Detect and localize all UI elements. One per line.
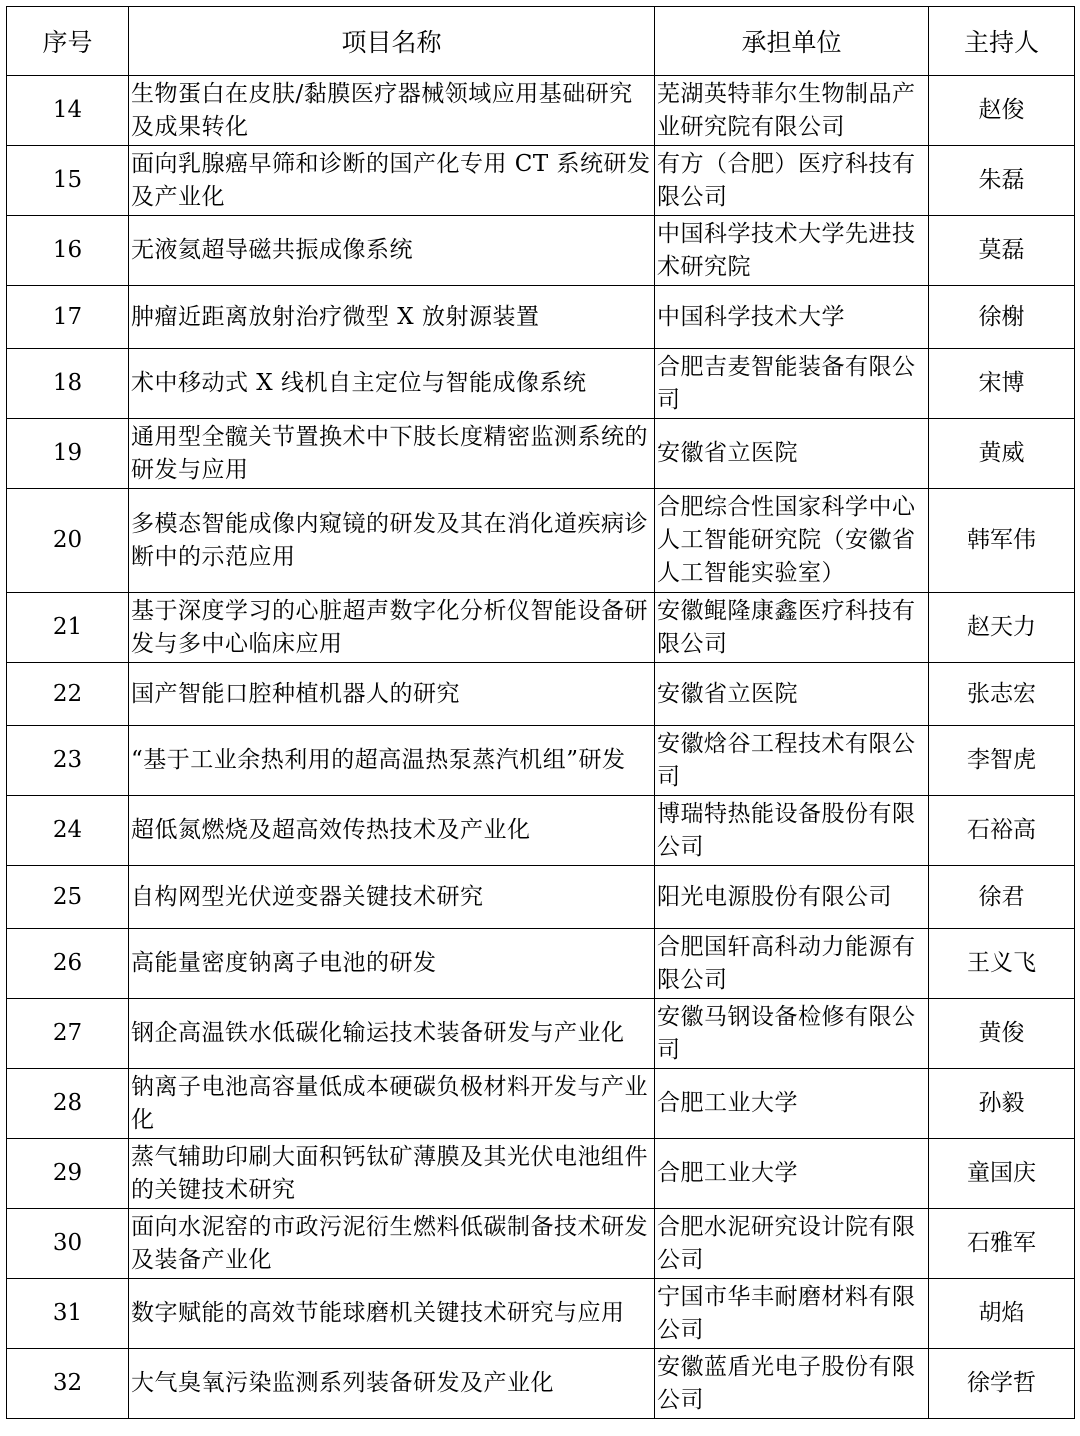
row-serial-number: 32 bbox=[7, 1349, 129, 1419]
row-undertaking-unit: 安徽省立医院 bbox=[655, 663, 929, 726]
table-row bbox=[7, 349, 1075, 419]
row-serial-number: 22 bbox=[7, 663, 129, 726]
row-serial-number: 26 bbox=[7, 929, 129, 999]
row-leader: 宋博 bbox=[929, 349, 1075, 419]
row-project-name: 自构网型光伏逆变器关键技术研究 bbox=[129, 866, 655, 929]
row-undertaking-unit: 安徽马钢设备检修有限公司 bbox=[655, 999, 929, 1069]
row-undertaking-unit: 中国科学技术大学先进技术研究院 bbox=[655, 216, 929, 286]
row-project-name: 数字赋能的高效节能球磨机关键技术研究与应用 bbox=[129, 1279, 655, 1349]
row-leader: 黄俊 bbox=[929, 999, 1075, 1069]
table-row bbox=[7, 1279, 1075, 1349]
row-serial-number: 27 bbox=[7, 999, 129, 1069]
row-undertaking-unit: 中国科学技术大学 bbox=[655, 286, 929, 349]
row-project-name: 基于深度学习的心脏超声数字化分析仪智能设备研发与多中心临床应用 bbox=[129, 593, 655, 663]
row-project-name: 超低氮燃烧及超高效传热技术及产业化 bbox=[129, 796, 655, 866]
row-leader: 孙毅 bbox=[929, 1069, 1075, 1139]
header-undertaking-unit: 承担单位 bbox=[655, 7, 929, 76]
row-project-name: 钠离子电池高容量低成本硬碳负极材料开发与产业化 bbox=[129, 1069, 655, 1139]
row-serial-number: 20 bbox=[7, 489, 129, 593]
row-serial-number: 14 bbox=[7, 76, 129, 146]
row-project-name: 生物蛋白在皮肤/黏膜医疗器械领域应用基础研究及成果转化 bbox=[129, 76, 655, 146]
row-serial-number: 25 bbox=[7, 866, 129, 929]
header-leader: 主持人 bbox=[929, 7, 1075, 76]
table-row bbox=[7, 796, 1075, 866]
row-project-name: 面向乳腺癌早筛和诊断的国产化专用 CT 系统研发及产业化 bbox=[129, 146, 655, 216]
row-project-name: 大气臭氧污染监测系列装备研发及产业化 bbox=[129, 1349, 655, 1419]
row-undertaking-unit: 安徽鲲隆康鑫医疗科技有限公司 bbox=[655, 593, 929, 663]
row-leader: 李智虎 bbox=[929, 726, 1075, 796]
row-serial-number: 24 bbox=[7, 796, 129, 866]
row-undertaking-unit: 博瑞特热能设备股份有限公司 bbox=[655, 796, 929, 866]
row-project-name: 多模态智能成像内窥镜的研发及其在消化道疾病诊断中的示范应用 bbox=[129, 489, 655, 593]
table-row bbox=[7, 76, 1075, 146]
table-row bbox=[7, 419, 1075, 489]
table-row bbox=[7, 929, 1075, 999]
row-undertaking-unit: 合肥国轩高科动力能源有限公司 bbox=[655, 929, 929, 999]
row-leader: 赵俊 bbox=[929, 76, 1075, 146]
table-row bbox=[7, 216, 1075, 286]
table-row bbox=[7, 1069, 1075, 1139]
row-serial-number: 18 bbox=[7, 349, 129, 419]
row-leader: 朱磊 bbox=[929, 146, 1075, 216]
header-serial-number: 序号 bbox=[7, 7, 129, 76]
row-undertaking-unit: 合肥工业大学 bbox=[655, 1069, 929, 1139]
row-serial-number: 29 bbox=[7, 1139, 129, 1209]
row-undertaking-unit: 有方（合肥）医疗科技有限公司 bbox=[655, 146, 929, 216]
row-leader: 胡焰 bbox=[929, 1279, 1075, 1349]
table-row bbox=[7, 726, 1075, 796]
projects-table bbox=[6, 6, 1075, 1419]
row-leader: 黄威 bbox=[929, 419, 1075, 489]
table-row bbox=[7, 286, 1075, 349]
row-undertaking-unit: 阳光电源股份有限公司 bbox=[655, 866, 929, 929]
table-row bbox=[7, 489, 1075, 593]
row-serial-number: 30 bbox=[7, 1209, 129, 1279]
row-undertaking-unit: 安徽省立医院 bbox=[655, 419, 929, 489]
row-leader: 莫磊 bbox=[929, 216, 1075, 286]
row-serial-number: 21 bbox=[7, 593, 129, 663]
table-row bbox=[7, 593, 1075, 663]
header-row bbox=[7, 7, 1075, 76]
row-leader: 徐君 bbox=[929, 866, 1075, 929]
row-project-name: 国产智能口腔种植机器人的研究 bbox=[129, 663, 655, 726]
row-undertaking-unit: 合肥水泥研究设计院有限公司 bbox=[655, 1209, 929, 1279]
row-project-name: “基于工业余热利用的超高温热泵蒸汽机组”研发 bbox=[129, 726, 655, 796]
row-serial-number: 16 bbox=[7, 216, 129, 286]
row-undertaking-unit: 安徽蓝盾光电子股份有限公司 bbox=[655, 1349, 929, 1419]
row-project-name: 肿瘤近距离放射治疗微型 X 放射源装置 bbox=[129, 286, 655, 349]
row-leader: 石雅军 bbox=[929, 1209, 1075, 1279]
table-row bbox=[7, 866, 1075, 929]
row-serial-number: 17 bbox=[7, 286, 129, 349]
row-leader: 王义飞 bbox=[929, 929, 1075, 999]
row-leader: 韩军伟 bbox=[929, 489, 1075, 593]
row-serial-number: 23 bbox=[7, 726, 129, 796]
row-undertaking-unit: 芜湖英特菲尔生物制品产业研究院有限公司 bbox=[655, 76, 929, 146]
row-undertaking-unit: 安徽焓谷工程技术有限公司 bbox=[655, 726, 929, 796]
row-project-name: 面向水泥窑的市政污泥衍生燃料低碳制备技术研发及装备产业化 bbox=[129, 1209, 655, 1279]
row-undertaking-unit: 合肥工业大学 bbox=[655, 1139, 929, 1209]
row-project-name: 蒸气辅助印刷大面积钙钛矿薄膜及其光伏电池组件的关键技术研究 bbox=[129, 1139, 655, 1209]
row-project-name: 通用型全髋关节置换术中下肢长度精密监测系统的研发与应用 bbox=[129, 419, 655, 489]
table-row bbox=[7, 1209, 1075, 1279]
row-leader: 石裕高 bbox=[929, 796, 1075, 866]
row-project-name: 术中移动式 X 线机自主定位与智能成像系统 bbox=[129, 349, 655, 419]
table-row bbox=[7, 1139, 1075, 1209]
row-undertaking-unit: 合肥吉麦智能装备有限公司 bbox=[655, 349, 929, 419]
table-row bbox=[7, 1349, 1075, 1419]
table-row bbox=[7, 663, 1075, 726]
row-undertaking-unit: 合肥综合性国家科学中心人工智能研究院（安徽省人工智能实验室） bbox=[655, 489, 929, 593]
row-serial-number: 31 bbox=[7, 1279, 129, 1349]
row-project-name: 无液氦超导磁共振成像系统 bbox=[129, 216, 655, 286]
row-leader: 张志宏 bbox=[929, 663, 1075, 726]
row-undertaking-unit: 宁国市华丰耐磨材料有限公司 bbox=[655, 1279, 929, 1349]
row-leader: 徐榭 bbox=[929, 286, 1075, 349]
table-row bbox=[7, 999, 1075, 1069]
row-project-name: 高能量密度钠离子电池的研发 bbox=[129, 929, 655, 999]
row-serial-number: 19 bbox=[7, 419, 129, 489]
row-leader: 徐学哲 bbox=[929, 1349, 1075, 1419]
row-serial-number: 28 bbox=[7, 1069, 129, 1139]
row-leader: 童国庆 bbox=[929, 1139, 1075, 1209]
table-row bbox=[7, 146, 1075, 216]
header-project-name: 项目名称 bbox=[129, 7, 655, 76]
row-serial-number: 15 bbox=[7, 146, 129, 216]
row-project-name: 钢企高温铁水低碳化输运技术装备研发与产业化 bbox=[129, 999, 655, 1069]
row-leader: 赵天力 bbox=[929, 593, 1075, 663]
